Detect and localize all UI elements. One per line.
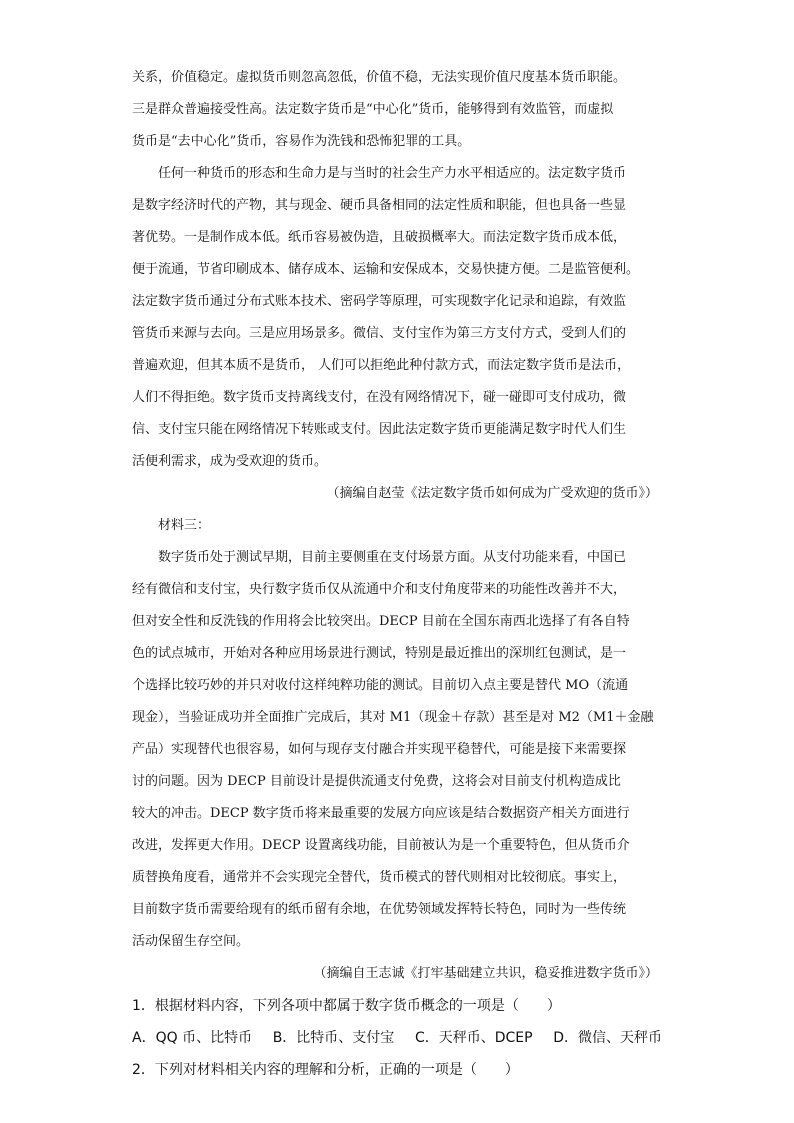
option-d: D．微信、天秤币 bbox=[553, 1030, 662, 1046]
text-line: 产品）实现替代也很容易，如何与现存支付融合并实现平稳替代，可能是接下来需要探 bbox=[132, 742, 627, 757]
text-line: 色的试点城市，开始对各种应用场景进行测试，特别是最近推出的深圳红包测试，是一 bbox=[132, 646, 627, 661]
option-c: C．天秤币、DCEP bbox=[414, 1030, 533, 1046]
text-line: 关系，价值稳定。虚拟货币则忽高忽低，价值不稳，无法实现价值尺度基本货币职能。 bbox=[132, 70, 627, 85]
text-line: 数字货币处于测试早期，目前主要侧重在支付场景方面。从支付功能来看，中国已 bbox=[158, 550, 627, 565]
text-line: 任何一种货币的形态和生命力是与当时的社会生产力水平相适应的。法定数字货币 bbox=[158, 166, 627, 181]
text-line: 普遍欢迎，但其本质不是货币， 人们可以拒绝此种付款方式，而法定数字货币是法币， bbox=[132, 358, 631, 373]
question-two: 2．下列对材料相关内容的理解和分析，正确的一项是（ ） bbox=[132, 1062, 519, 1078]
text-line: 现金），当验证成功并全面推广完成后，其对 M1（现金＋存款）甚至是对 M2（M1＋金融 bbox=[132, 710, 654, 725]
paragraph-top bbox=[132, 62, 662, 158]
text-line: 改进，发挥更大作用。DECP 设置离线功能，目前被认为是一个重要特色，但从货币介 bbox=[132, 838, 630, 853]
text-line: 讨的问题。因为 DECP 目前设计是提供流通支付免费，这将会对目前支付机构造成比 bbox=[132, 774, 621, 789]
text-line: 信、支付宝只能在网络情况下转账或支付。因此法定数字货币更能满足数字时代人们生 bbox=[132, 422, 627, 437]
citation-material-three: （摘编自王志诚《打牢基础建立共识，稳妥推进数字货币》） bbox=[313, 966, 658, 981]
text-line: 但对安全性和反洗钱的作用将会比较突出。DECP 目前在全国东南西北选择了有各自特 bbox=[132, 614, 630, 629]
option-a: A．QQ 币、比特币 bbox=[132, 1030, 253, 1046]
text-line: 人们不得拒绝。数字货币支持离线支付，在没有网络情况下，碰一碰即可支付成功，微 bbox=[132, 390, 627, 405]
option-b: B．比特币、支付宝 bbox=[272, 1030, 395, 1046]
citation-material-two: （摘编自赵莹《法定数字货币如何成为广受欢迎的货币》） bbox=[326, 486, 658, 501]
text-line: 管货币来源与去向。三是应用场景多。微信、支付宝作为第三方支付方式，受到人们的 bbox=[132, 326, 627, 341]
paragraph-material-three bbox=[132, 542, 662, 958]
paragraph-material-two bbox=[132, 158, 662, 478]
text-line: 著优势。一是制作成本低。纸币容易被伪造，且破损概率大。而法定数字货币成本低， bbox=[132, 230, 627, 245]
document-page bbox=[132, 62, 662, 1086]
text-line: 便于流通，节省印刷成本、储存成本、运输和安保成本，交易快捷方便。二是监管便利。 bbox=[132, 262, 640, 277]
text-line: 目前数字货币需要给现有的纸币留有余地，在优势领域发挥特长特色，同时为一些传统 bbox=[132, 902, 627, 917]
material-three-label: 材料三： bbox=[158, 518, 211, 533]
text-line: 货币是“去中心化”货币，容易作为洗钱和恐怖犯罪的工具。 bbox=[132, 134, 471, 149]
text-line: 质替换角度看，通常并不会实现完全替代，货币模式的替代则相对比较彻底。事实上， bbox=[132, 870, 627, 885]
text-line: 是数字经济时代的产物，其与现金、硬币具备相同的法定性质和职能，但也具备一些显 bbox=[132, 198, 627, 213]
text-line: 个选择比较巧妙的并只对收付这样纯粹功能的测试。目前切入点主要是替代 MO（流通 bbox=[132, 678, 629, 693]
text-line: 法定数字货币通过分布式账本技术、密码学等原理，可实现数字化记录和追踪，有效监 bbox=[132, 294, 627, 309]
question-one: 1．根据材料内容，下列各项中都属于数字货币概念的一项是（ ） bbox=[132, 998, 561, 1014]
text-line: 活动保留生存空间。 bbox=[132, 934, 250, 949]
question-one-options bbox=[132, 1022, 662, 1054]
text-line: 经有微信和支付宝，央行数字货币仅从流通中介和支付角度带来的功能性改善并不大， bbox=[132, 582, 627, 597]
text-line: 较大的冲击。DECP 数字货币将来最重要的发展方向应该是结合数据资产相关方面进行 bbox=[132, 806, 630, 821]
text-line: 三是群众普遍接受性高。法定数字货币是“中心化”货币，能够得到有效监管，而虚拟 bbox=[132, 102, 614, 117]
text-line: 活便利需求，成为受欢迎的货币。 bbox=[132, 454, 328, 469]
